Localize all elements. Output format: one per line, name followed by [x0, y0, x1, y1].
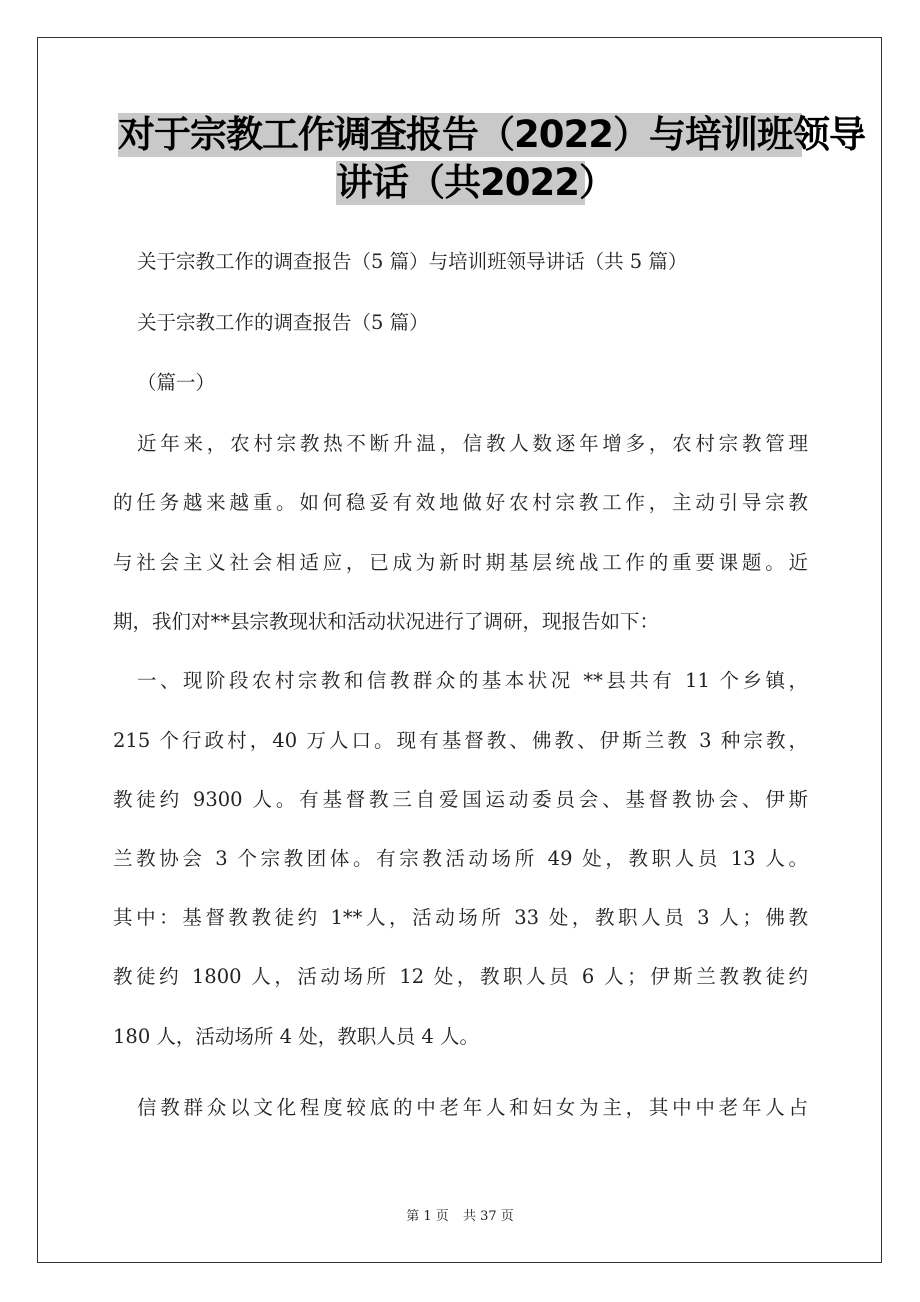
- document-title-line-2: 讲话（共2022）: [336, 161, 615, 204]
- body-line: 近年来，农村宗教热不断升温，信教人数逐年增多，农村宗教管理: [137, 432, 808, 455]
- body-line: 教徒约 9300 人。有基督教三自爱国运动委员会、基督教协会、伊斯: [113, 788, 808, 811]
- body-line: 教徒约 1800 人，活动场所 12 处，教职人员 6 人；伊斯兰教教徒约: [113, 965, 808, 988]
- page-border: [37, 37, 882, 1263]
- body-line: 与社会主义社会相适应，已成为新时期基层统战工作的重要课题。近: [113, 551, 808, 574]
- page-total: 共 37 页: [462, 1209, 514, 1224]
- body-line: 其中：基督教教徒约 1**人，活动场所 33 处，教职人员 3 人；佛教: [113, 906, 808, 929]
- body-line: 期，我们对**县宗教现状和活动状况进行了调研，现报告如下：: [113, 610, 660, 633]
- part-label: （篇一）: [137, 371, 216, 394]
- page-footer: [0, 1205, 920, 1224]
- body-line: 215 个行政村，40 万人口。现有基督教、佛教、伊斯兰教 3 种宗教，: [113, 729, 808, 752]
- body-line: 信教群众以文化程度较底的中老年人和妇女为主，其中中老年人占: [137, 1096, 808, 1119]
- body-line: 180 人，活动场所 4 处，教职人员 4 人。: [113, 1025, 480, 1048]
- section-title: 关于宗教工作的调查报告（5 篇）: [137, 311, 429, 334]
- subtitle: 关于宗教工作的调查报告（5 篇）与培训班领导讲话（共 5 篇）: [137, 250, 688, 273]
- body-line: 一、现阶段农村宗教和信教群众的基本状况 **县共有 11 个乡镇，: [137, 669, 808, 692]
- document-title-line-1: 对于宗教工作调查报告（2022）与培训班领导: [118, 113, 865, 156]
- page-number: 第 1 页: [406, 1209, 449, 1224]
- body-line: 的任务越来越重。如何稳妥有效地做好农村宗教工作，主动引导宗教: [113, 491, 808, 514]
- body-line: 兰教协会 3 个宗教团体。有宗教活动场所 49 处，教职人员 13 人。: [113, 847, 808, 870]
